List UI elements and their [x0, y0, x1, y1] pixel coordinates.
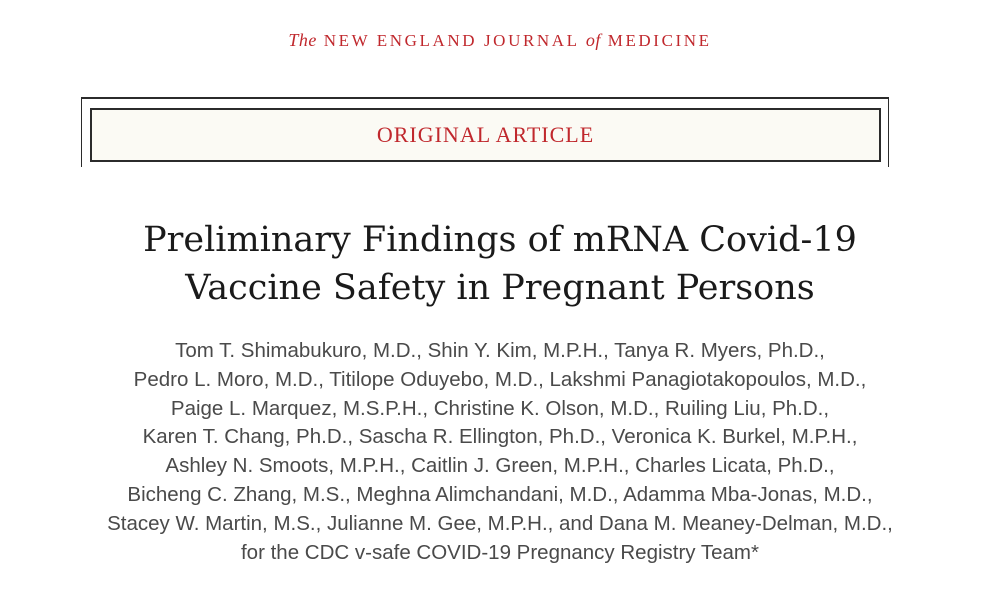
article-type-label: ORIGINAL ARTICLE: [376, 122, 595, 147]
author-line: Tom T. Shimabukuro, M.D., Shin Y. Kim, M.P.H., Tanya R. Myers, Ph.D.,: [175, 339, 825, 362]
author-line: Paige L. Marquez, M.S.P.H., Christine K. Olson, M.D., Ruiling Liu, Ph.D.,: [170, 396, 830, 420]
author-line: Stacey W. Martin, M.S., Julianne M. Gee, M.P.H., and Dana M. Meaney-Delman, M.D.,: [107, 511, 893, 535]
author-line: for the CDC v-safe COVID-19 Pregnancy Registry Team*: [240, 540, 759, 564]
masthead-the: The: [288, 30, 317, 50]
article-title-line-1: Preliminary Findings of mRNA Covid-19: [143, 220, 857, 260]
masthead-medicine: MEDICINE: [607, 31, 712, 50]
article-title-line-2: Vaccine Safety in Pregnant Persons: [185, 268, 815, 308]
article-title: [0, 216, 1000, 312]
author-list: [0, 337, 1000, 567]
author-line: Ashley N. Smoots, M.P.H., Caitlin J. Green, M.P.H., Charles Licata, Ph.D.,: [165, 454, 835, 478]
masthead-of: of: [585, 30, 601, 50]
author-line: Pedro L. Moro, M.D., Titilope Oduyebo, M.D., Lakshmi Panagiotakopoulos, M.D.,: [133, 367, 867, 391]
author-line: Karen T. Chang, Ph.D., Sascha R. Ellington, Ph.D., Veronica K. Burkel, M.P.H.,: [142, 425, 858, 449]
masthead-name: NEW ENGLAND JOURNAL: [323, 31, 579, 50]
article-type-banner: [90, 108, 881, 162]
author-line: Bicheng C. Zhang, M.S., Meghna Alimchandani, M.D., Adamma Mba-Jonas, M.D.,: [127, 482, 873, 506]
journal-masthead: [0, 30, 1000, 51]
